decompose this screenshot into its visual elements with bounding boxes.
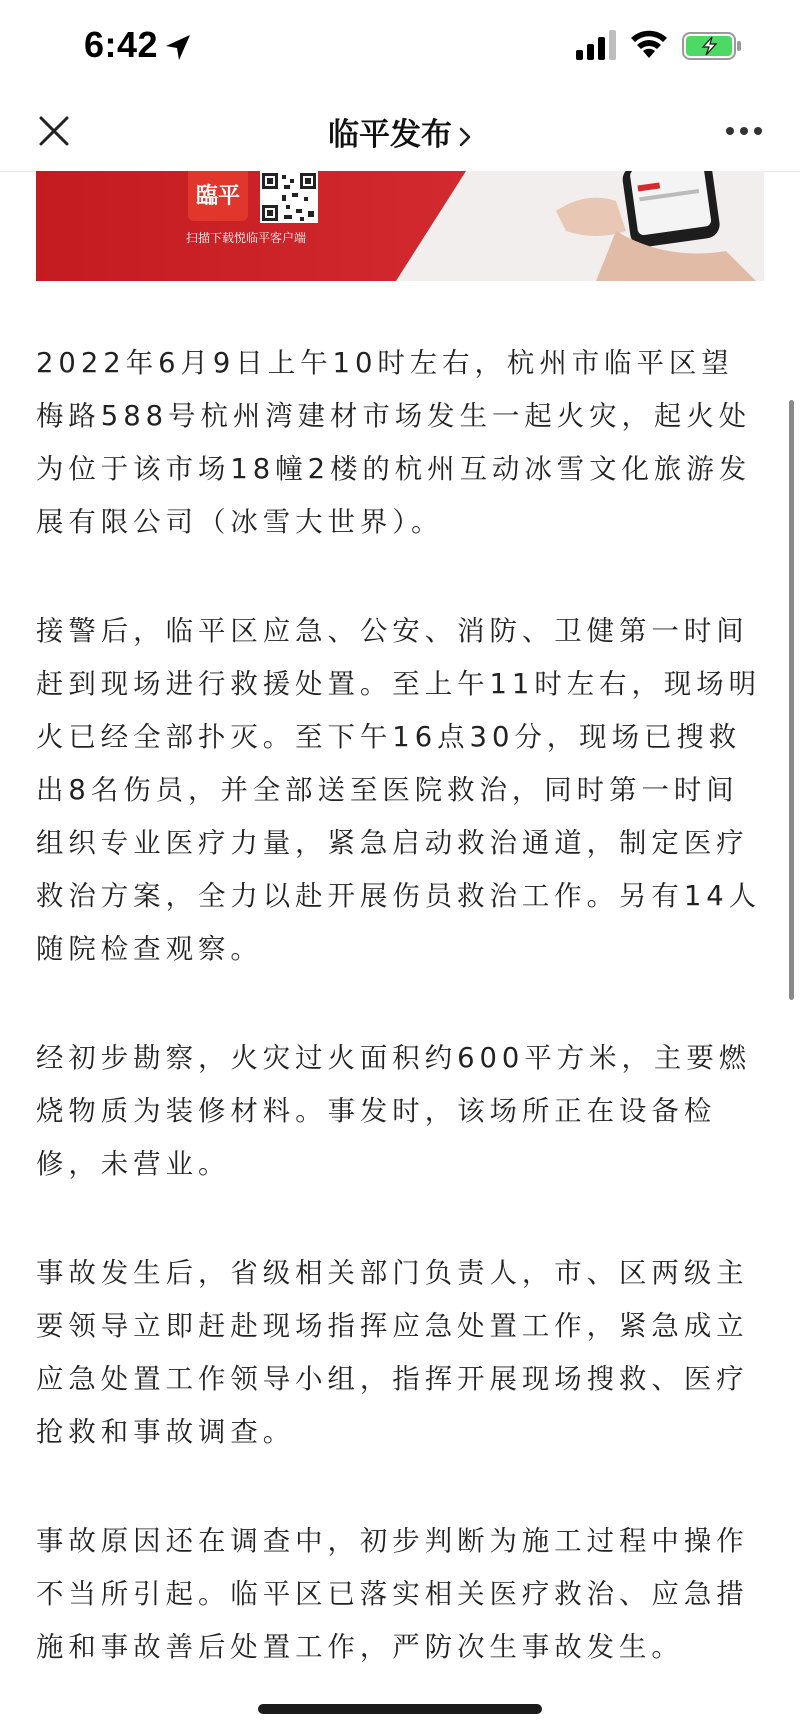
status-time: 6:42 bbox=[84, 24, 159, 65]
status-bar bbox=[0, 0, 800, 95]
promo-banner[interactable] bbox=[36, 171, 764, 281]
paragraph: 经初步勘察，火灾过火面积约600平方米，主要燃烧物质为装修材料。事发时，该场所正在设备检修，未营业。 bbox=[36, 1043, 752, 1180]
banner-caption: 扫描下载悦临平客户端 bbox=[186, 231, 307, 245]
paragraph: 接警后，临平区应急、公安、消防、卫健第一时间赶到现场进行救援处置。至上午11时左右，现场明火已经全部扑灭。至下午16点30分，现场已搜救出8名伤员，并全部送至医院救治，同时第一时间组织专业医疗力量，紧急启动救治通道，制定医疗救治方案，全力以赴开展伤员救治工作。另有14人随院检查观察。 bbox=[36, 616, 762, 965]
location-arrow-icon bbox=[162, 32, 194, 64]
article-body bbox=[36, 337, 764, 1674]
cellular-signal-icon bbox=[576, 30, 618, 60]
battery-charging-icon bbox=[682, 32, 742, 60]
account-title-link[interactable] bbox=[0, 109, 800, 154]
page-title: 临平发布 bbox=[328, 117, 452, 153]
qr-code bbox=[260, 171, 318, 223]
paragraph: 2022年6月9日上午10时左右，杭州市临平区望梅路588号杭州湾建材市场发生一起火灾，起火处为位于该市场18幢2楼的杭州互动冰雪文化旅游发展有限公司（冰雪大世界）。 bbox=[36, 348, 752, 538]
paragraph: 事故原因还在调查中，初步判断为施工过程中操作不当所引起。临平区已落实相关医疗救治、应急措施和事故善后处置工作，严防次生事故发生。 bbox=[36, 1526, 749, 1663]
wifi-icon bbox=[628, 28, 670, 60]
home-indicator[interactable] bbox=[258, 1704, 542, 1714]
more-icon[interactable] bbox=[724, 125, 764, 137]
scrollbar[interactable] bbox=[789, 400, 794, 1000]
hand-phone-illustration bbox=[556, 171, 764, 281]
nav-bar bbox=[0, 95, 800, 172]
app-logo: 臨平 bbox=[188, 171, 248, 221]
chevron-right-icon bbox=[458, 126, 472, 148]
paragraph: 事故发生后，省级相关部门负责人，市、区两级主要领导立即赶赴现场指挥应急处置工作，紧急成立应急处置工作领导小组，指挥开展现场搜救、医疗抢救和事故调查。 bbox=[36, 1258, 749, 1448]
